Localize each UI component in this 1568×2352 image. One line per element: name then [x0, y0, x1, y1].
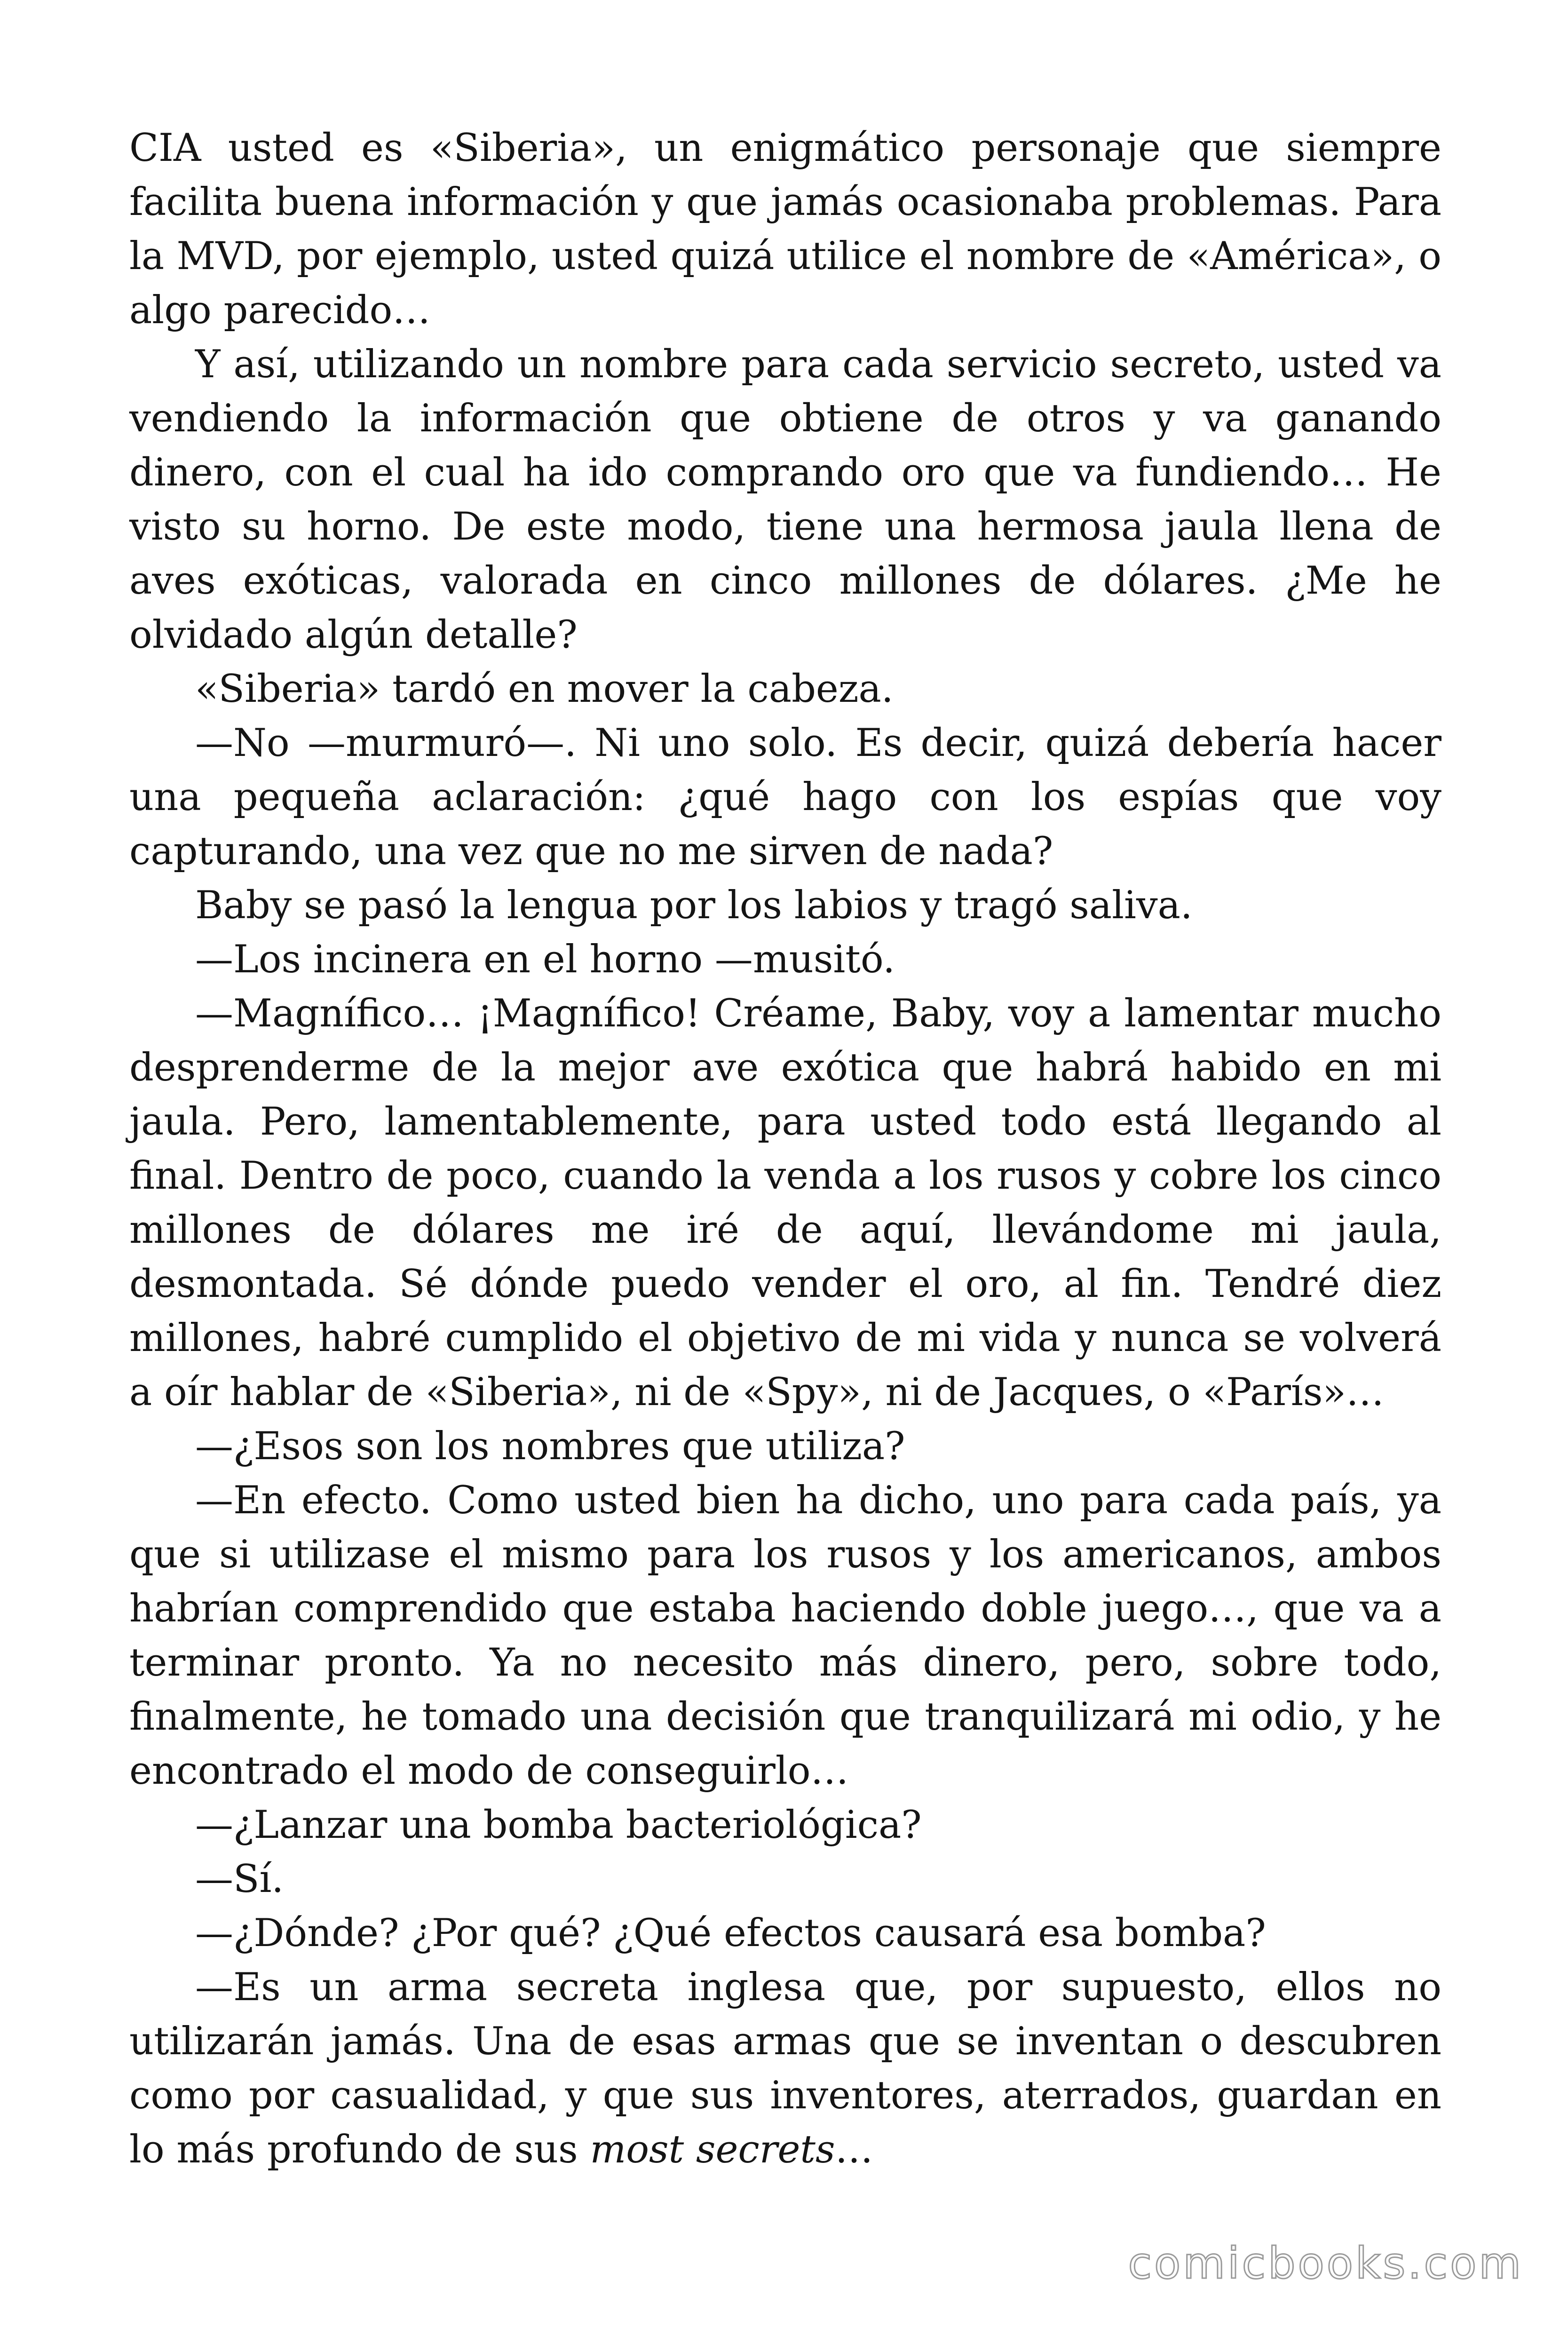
paragraph-3: «Siberia» tardó en mover la cabeza.	[195, 667, 894, 711]
paragraph-9: —En efecto. Como usted bien ha dicho, uno para cada país, ya que si utilizase el mismo para los rusos y los americanos, ambos habrían comprendido que estaba haciendo doble juego…, que va a terminar pronto. Ya no necesito más dinero, pero, sobre todo, finalmente, he tomado una decisión que tranquilizará mi odio, y he encontrado el modo de conseguirlo…	[129, 1478, 1441, 1793]
paragraph-7: —Magnífico… ¡Magnífico! Créame, Baby, voy a lamentar mucho desprenderme de la mejor ave exótica que habrá habido en mi jaula. Pero, lamentablemente, para usted todo está llegando al final. Dentro de poco, cuando la venda a los rusos y cobre los cinco millones de dólares me iré de aquí, llevándome mi jaula, desmontada. Sé dónde puedo vender el oro, al fin. Tendré diez millones, habré cumplido el objetivo de mi vida y nunca se volverá a oír hablar de «Siberia», ni de «Spy», ni de Jacques, o «París»…	[129, 992, 1441, 1414]
paragraph-13-tail: …	[835, 2128, 873, 2172]
paragraph-8: —¿Esos son los nombres que utiliza?	[195, 1424, 905, 1469]
paragraph-12: —¿Dónde? ¿Por qué? ¿Qué efectos causará esa bomba?	[195, 1911, 1266, 1955]
watermark-logo: comicbooks.com	[1128, 2238, 1523, 2288]
paragraph-4: —No —murmuró—. Ni uno solo. Es decir, quizá debería hacer una pequeña aclaración: ¿qué hago con los espías que voy capturando, una vez que no me sirven de nada?	[129, 721, 1441, 874]
paragraph-2: Y así, utilizando un nombre para cada servicio secreto, usted va vendiendo la información que obtiene de otros y va ganando dinero, con el cual ha ido comprando oro que va fundiendo… He visto su horno. De este modo, tiene una hermosa jaula llena de aves exóticas, valorada en cinco millones de dólares. ¿Me he olvidado algún detalle?	[129, 342, 1441, 657]
page-body	[129, 121, 1441, 2177]
paragraph-6: —Los incinera en el horno —musitó.	[195, 938, 895, 982]
paragraph-10: —¿Lanzar una bomba bacteriológica?	[195, 1803, 922, 1847]
italic-phrase: most secrets	[590, 2128, 835, 2172]
paragraph-13	[129, 1961, 1441, 2177]
paragraph-13-text: —Es un arma secreta inglesa que, por supuesto, ellos no utilizarán jamás. Una de esas armas que se inventan o descubren como por casualidad, y que sus inventores, aterrados, guardan en lo más profundo de sus	[129, 1965, 1441, 2172]
paragraph-5: Baby se pasó la lengua por los labios y tragó saliva.	[195, 883, 1193, 928]
paragraph-1: CIA usted es «Siberia», un enigmático personaje que siempre facilita buena información y que jamás ocasionaba problemas. Para la MVD, por ejemplo, usted quizá utilice el nombre de «América», o algo parecido…	[129, 126, 1441, 333]
paragraph-11: —Sí.	[195, 1857, 284, 1901]
